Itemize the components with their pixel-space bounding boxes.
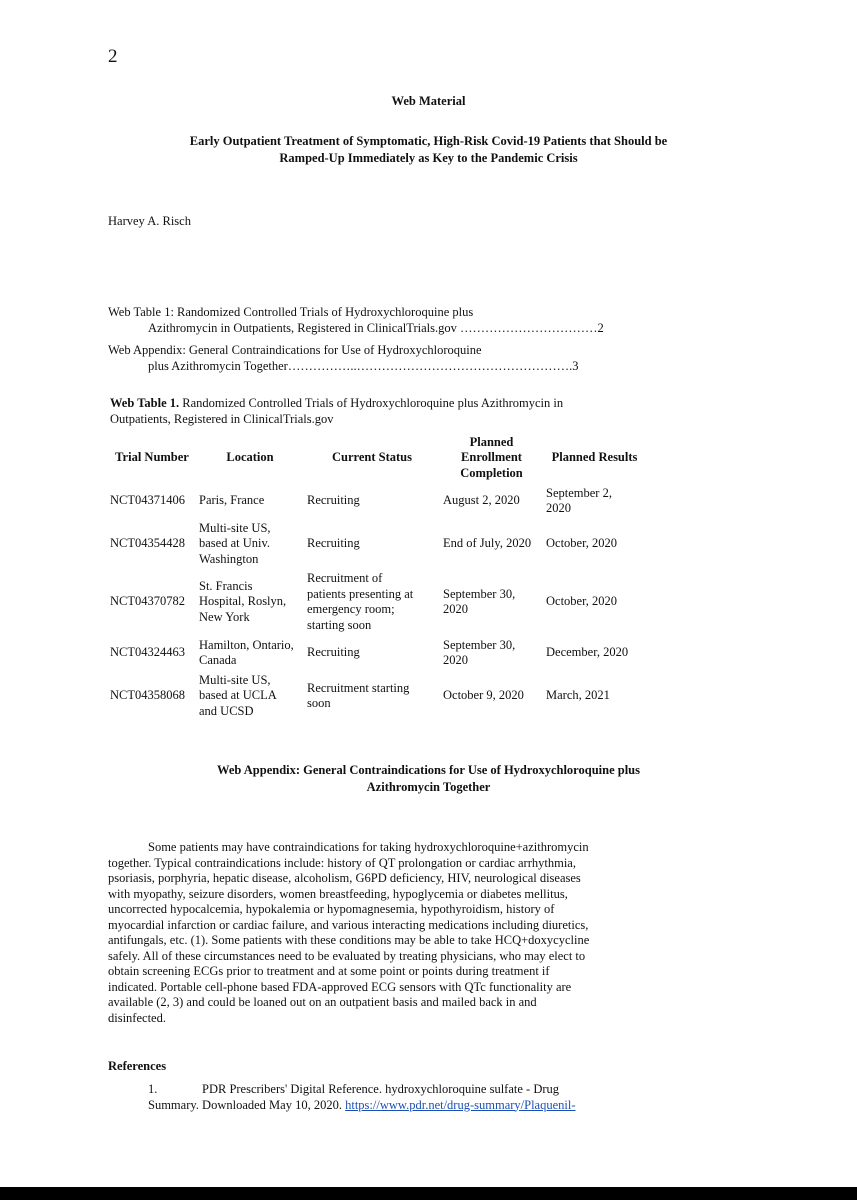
cell-status: Recruitment of patients presenting at emergency room; starting soon	[307, 571, 414, 632]
toc-entry-table	[108, 305, 604, 336]
header-enrollment-line-2: Enrollment	[461, 450, 522, 465]
cell-status: Recruiting	[307, 536, 360, 551]
appendix-title-line-1: Web Appendix: General Contraindications for Use of Hydroxychloroquine plus	[217, 763, 640, 777]
header-location: Location	[226, 450, 274, 465]
cell-trial-number: NCT04371406	[110, 493, 185, 508]
table-row	[108, 519, 646, 569]
appendix-paragraph	[108, 840, 643, 1026]
header-current-status: Current Status	[332, 450, 412, 465]
paragraph-line: antifungals, etc. (1). Some patients with these conditions may be able to take HCQ+doxycycline	[108, 933, 590, 947]
paper-title-line-1: Early Outpatient Treatment of Symptomatic, High-Risk Covid-19 Patients that Should be	[189, 134, 668, 148]
table-caption-label: Web Table 1.	[110, 396, 180, 410]
cell-location: Multi-site US, based at Univ. Washington	[199, 520, 271, 566]
cell-results: September 2, 2020	[546, 485, 612, 515]
table-row	[108, 635, 646, 671]
table-caption	[110, 396, 650, 427]
reference-item	[108, 1082, 648, 1113]
bottom-edge-bar	[0, 1187, 857, 1200]
cell-enrollment: End of July, 2020	[443, 536, 532, 551]
cell-location: Hamilton, Ontario, Canada	[199, 637, 294, 667]
cell-results: October, 2020	[546, 594, 618, 609]
cell-enrollment: September 30, 2020	[443, 586, 516, 616]
paper-title	[0, 133, 857, 167]
appendix-title-line-2: Azithromycin Together	[366, 780, 491, 794]
trials-table	[108, 433, 646, 721]
paragraph-line: disinfected.	[108, 1010, 166, 1025]
toc-entry-line-1: Web Appendix: General Contraindications for Use of Hydroxychloroquine	[108, 343, 482, 357]
toc-entry-line-2: Azithromycin in Outpatients, Registered in ClinicalTrials.gov ……………………………2	[148, 320, 604, 335]
paragraph-line: available (2, 3) and could be loaned out on an outpatient basis and mailed back in and	[108, 995, 537, 1009]
cell-location: Multi-site US, based at UCLA and UCSD	[199, 672, 277, 718]
cell-trial-number: NCT04354428	[110, 536, 185, 551]
table-caption-line-2: Outpatients, Registered in ClinicalTrials.gov	[110, 411, 334, 426]
paragraph-line: Some patients may have contraindications for taking hydroxychloroquine+azithromycin	[148, 840, 589, 854]
cell-results: October, 2020	[546, 536, 618, 551]
cell-status: Recruitment starting soon	[307, 680, 410, 710]
references-heading: References	[108, 1059, 167, 1073]
cell-status: Recruiting	[307, 493, 360, 508]
paragraph-line: with myopathy, seizure disorders, women breastfeeding, hypoglycemia or diabetes mellitus,	[108, 886, 568, 901]
cell-status: Recruiting	[307, 645, 360, 660]
cell-location: Paris, France	[199, 493, 265, 508]
reference-line-2: Summary. Downloaded May 10, 2020.	[148, 1097, 342, 1112]
cell-enrollment: September 30, 2020	[443, 637, 516, 667]
table-header-row	[108, 433, 646, 483]
header-enrollment-line-1: Planned	[469, 434, 514, 449]
author: Harvey A. Risch	[108, 214, 191, 228]
reference-line-1: PDR Prescribers' Digital Reference. hydroxychloroquine sulfate - Drug	[202, 1082, 560, 1096]
table-row	[108, 671, 646, 721]
cell-trial-number: NCT04324463	[110, 645, 185, 660]
section-label: Web Material	[391, 94, 466, 108]
cell-results: December, 2020	[546, 645, 629, 660]
paper-title-line-2: Ramped-Up Immediately as Key to the Pandemic Crisis	[279, 151, 578, 165]
paragraph-line: myocardial infarction or cardiac failure, and various interacting medications including diuretics,	[108, 917, 589, 932]
toc-entry-appendix	[108, 343, 578, 374]
appendix-title	[0, 762, 857, 796]
paragraph-line: together. Typical contraindications include: history of QT prolongation or cardiac arrhythmia,	[108, 855, 576, 870]
paragraph-line: obtain screening ECGs prior to treatment and at some point or points during treatment if	[108, 964, 550, 978]
cell-enrollment: August 2, 2020	[443, 493, 520, 508]
cell-results: March, 2021	[546, 688, 610, 703]
header-enrollment-line-3: Completion	[460, 465, 523, 480]
paragraph-line: safely. All of these circumstances need to be evaluated by treating physicians, who may elect to	[108, 948, 586, 963]
reference-number: 1.	[148, 1082, 158, 1096]
header-planned-results: Planned Results	[551, 450, 638, 465]
page-number: 2	[108, 46, 118, 67]
header-planned-enrollment	[440, 433, 543, 483]
table-caption-line-1: Randomized Controlled Trials of Hydroxychloroquine plus Azithromycin in	[182, 396, 564, 410]
cell-trial-number: NCT04358068	[110, 688, 185, 703]
cell-enrollment: October 9, 2020	[443, 688, 524, 703]
cell-location: St. Francis Hospital, Roslyn, New York	[199, 578, 287, 624]
paragraph-line: uncorrected hypocalcemia, hypokalemia or hypomagnesemia, hypothyroidism, history of	[108, 902, 555, 916]
paragraph-line: psoriasis, porphyria, hepatic disease, alcoholism, G6PD deficiency, HIV, neurological diseases	[108, 871, 581, 885]
paragraph-line: indicated. Portable cell-phone based FDA-approved ECG sensors with QTc functionality are	[108, 979, 572, 994]
table-row	[108, 569, 646, 635]
header-trial-number: Trial Number	[115, 450, 189, 465]
reference-link[interactable]: https://www.pdr.net/drug-summary/Plaquenil-	[345, 1097, 576, 1112]
toc-entry-line-2: plus Azithromycin Together……………..…………………………………………….3	[148, 358, 579, 373]
toc-entry-line-1: Web Table 1: Randomized Controlled Trials of Hydroxychloroquine plus	[108, 305, 474, 319]
cell-trial-number: NCT04370782	[110, 594, 185, 609]
table-row	[108, 483, 646, 519]
